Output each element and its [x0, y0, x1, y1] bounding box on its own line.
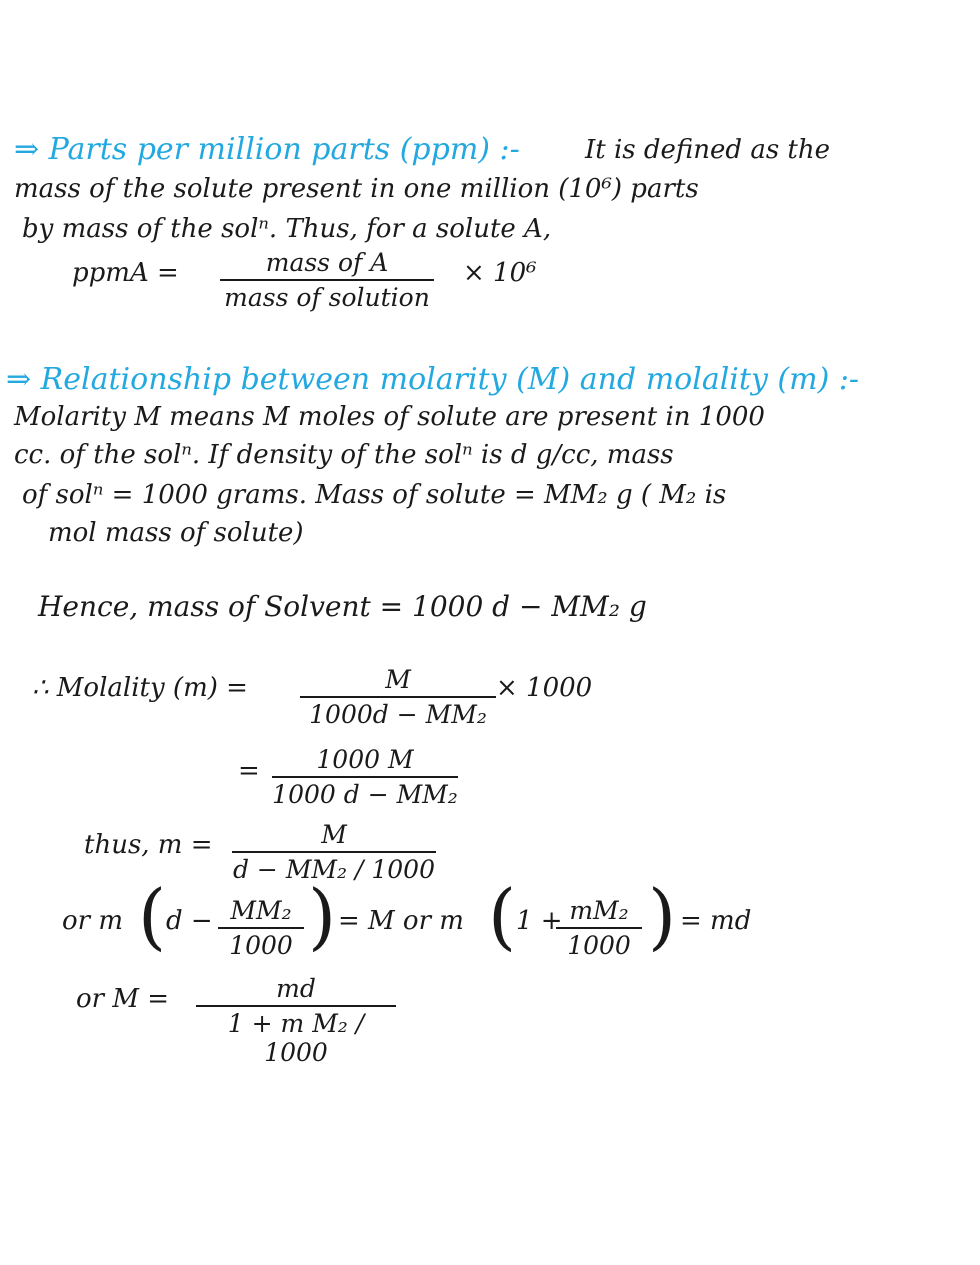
- fraction-denominator: 1000d − MM₂: [309, 700, 487, 729]
- fraction-numerator: M: [321, 820, 347, 849]
- fraction-denominator: 1000: [229, 931, 293, 960]
- paren-inner-1-plus: 1 +: [516, 906, 563, 936]
- fraction-numerator: mM₂: [569, 896, 629, 925]
- ppm-fraction: [220, 248, 434, 312]
- close-paren: ): [648, 874, 677, 958]
- ppm-definition-line2: mass of the solute present in one million (10⁶) parts: [14, 174, 699, 204]
- ppm-fraction-denominator: mass of solution: [224, 283, 430, 312]
- ppm-formula-factor: × 10⁶: [463, 258, 537, 288]
- open-paren: (: [488, 874, 517, 958]
- fraction-numerator: 1000 M: [316, 745, 414, 774]
- equals-sign: =: [238, 756, 260, 786]
- fraction-denominator: 1 + m M₂ / 1000: [227, 1009, 365, 1067]
- paren-inner-d: d −: [166, 906, 213, 936]
- close-paren: ): [308, 874, 337, 958]
- relation-line3: of solⁿ = 1000 grams. Mass of solute = MM₂ g ( M₂ is: [22, 480, 727, 510]
- ppm-definition-line1: It is defined as the: [585, 135, 831, 165]
- fraction-denominator: d − MM₂ / 1000: [232, 855, 435, 884]
- equals-md: = md: [680, 906, 752, 936]
- relation-line4: mol mass of solute): [48, 518, 304, 548]
- or-M-lhs: or M =: [76, 984, 170, 1014]
- equals-m-or-m: = M or m: [338, 906, 464, 936]
- fraction-denominator: 1000: [567, 931, 631, 960]
- ppm-definition-line3: by mass of the solⁿ. Thus, for a solute A,: [22, 214, 552, 244]
- fraction-mm2-over-1000: [218, 896, 304, 960]
- relation-line2: cc. of the solⁿ. If density of the solⁿ is d g/cc, mass: [14, 440, 674, 470]
- fraction-numerator: MM₂: [230, 896, 292, 925]
- molality-fraction-2: [272, 745, 458, 809]
- fraction-mm2-over-1000-b: [556, 896, 642, 960]
- hence-solvent-mass: Hence, mass of Solvent = 1000 d − MM₂ g: [38, 590, 647, 623]
- ppm-heading: ⇒ Parts per million parts (ppm) :-: [14, 132, 520, 167]
- thus-lhs: thus, m =: [84, 830, 213, 860]
- fraction-denominator: 1000 d − MM₂: [272, 780, 458, 809]
- ppm-fraction-numerator: mass of A: [265, 248, 389, 277]
- ppm-formula-lhs: ppmA =: [72, 258, 179, 288]
- molality-factor: × 1000: [496, 673, 593, 703]
- molarity-fraction: [196, 974, 396, 1067]
- relation-heading: ⇒ Relationship between molarity (M) and molality (m) :-: [6, 362, 860, 397]
- open-paren: (: [138, 874, 167, 958]
- molality-fraction-1: [300, 665, 496, 729]
- fraction-numerator: M: [385, 665, 411, 694]
- molality-lhs: ∴ Molality (m) =: [32, 673, 248, 703]
- or-m-lhs: or m: [62, 906, 124, 936]
- relation-line1: Molarity M means M moles of solute are present in 1000: [14, 402, 765, 432]
- fraction-numerator: md: [276, 974, 316, 1003]
